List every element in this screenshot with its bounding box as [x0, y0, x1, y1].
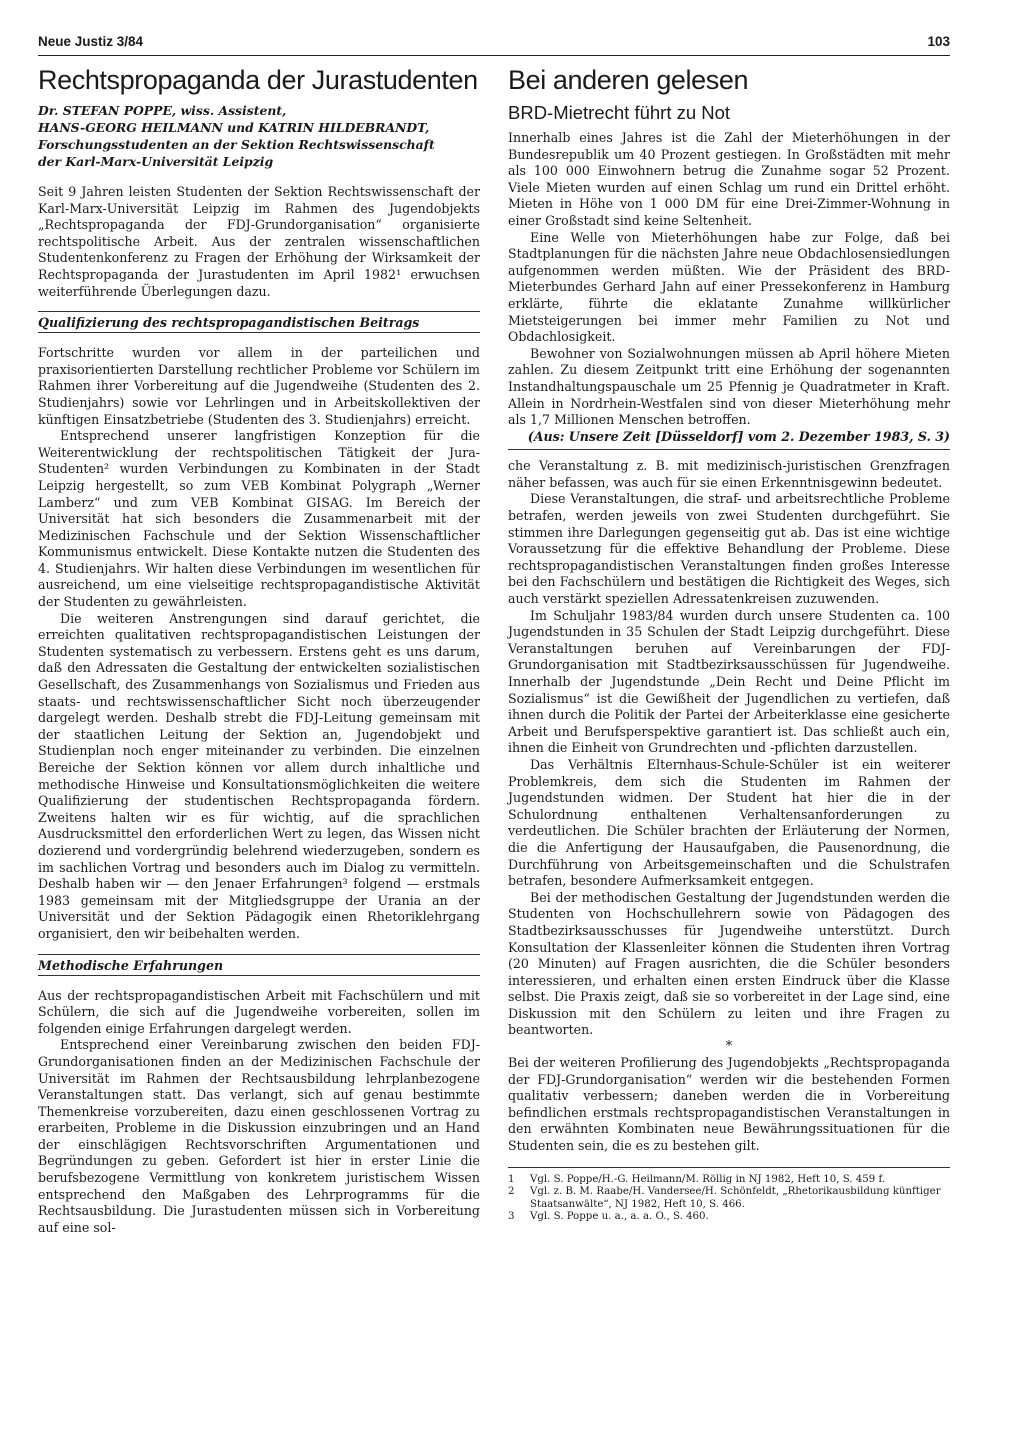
closing-paragraph: Bei der weiteren Profilierung des Jugendobjekts „Rechtspropaganda der FDJ-Grundorganisation“ werden wir die bestehenden Formen qualitativ verbessern; daneben werden die in Vorbereitung befindlichen erstmals rechtspropagandistischen Veranstaltungen in den erwähnten Kombinaten neue Bewährungssituationen für die Studenten sein, die es zu bestehen gilt. — [508, 1055, 950, 1154]
journal-issue: Neue Justiz 3/84 — [38, 34, 144, 49]
author-line: HANS-GEORG HEILMANN und KATRIN HILDEBRANDT, — [38, 120, 430, 135]
paragraph: Entsprechend unserer langfristigen Konzeption für die Weiterentwicklung der rechtspolitischen Tätigkeit der Jura-Studenten² wurden Verbindungen zu Kombinaten in der Stadt Leipzig hergestellt, so zum VEB Kombinat Polygraph „Werner Lamberz“ und zum VEB Kombinat GISAG. Im Bereich der Universität hat sich besonders die Zusammenarbeit mit der Medizinischen Fachschule und der Sektion Wissenschaftlicher Kommunismus entwickelt. Diese Kontakte nutzen die Studenten des 4. Studienjahrs. Wir halten diese Verbindungen im wesentlichen für ausreichend, um eine vielseitige rechtspropagandistische Aktivität der Studenten zu gewährleisten. — [38, 428, 480, 610]
author-line: der Karl-Marx-Universität Leipzig — [38, 154, 274, 169]
box-source: (Aus: Unsere Zeit [Düsseldorf] vom 2. Dezember 1983, S. 3) — [527, 428, 950, 444]
footnote-text: Vgl. S. Poppe u. a., a. a. O., S. 460. — [530, 1211, 709, 1223]
section-heading: Qualifizierung des rechtspropagandistischen Beitrags — [38, 311, 480, 333]
paragraph: Entsprechend einer Vereinbarung zwischen den beiden FDJ-Grundorganisationen finden an der Medizinischen Fachschule der Universität im Rahmen der Rechtsausbildung lehrplanbezogene Veranstaltungen statt. Das verlangt, sich auf genau bestimmte Themenkreise vorzubereiten, dazu einen geschlossenen Vortrag zu erarbeiten, Probleme in die Diskussion einzubringen und an Hand der einschlägigen Rechtsvorschriften Argumentationen und Begründungen zu geben. Gefordert ist hier in erster Linie die berufsbezogene Vermittlung von konkretem juristischem Wissen entsprechend den Maßgaben des Lehrprogramms für die Rechtsausbildung. Die Jurastudenten müssen sich in Vorbereitung auf eine sol- — [38, 1037, 480, 1235]
paragraph: Fortschritte wurden vor allem in der parteilichen und praxisorientierten Darstellung rechtlicher Probleme vor Schülern im Rahmen ihrer Vorbereitung auf die Jugendweihe (Studenten des 2. Studienjahrs) sowie vor Lehrlingen und in Arbeitskollektiven der künftigen Einsatzbetriebe (Studenten des 3. Studienjahrs) erreicht. — [38, 345, 480, 427]
footnote — [508, 1174, 950, 1187]
paragraph: Bewohner von Sozialwohnungen müssen ab April höhere Mieten zahlen. Zu diesem Zeitpunkt tritt eine Erhöhung der sogenannten Instandhaltungspauschale um 25 Pfennig je Quadratmeter in Kraft. Allein in Nordrhein-Westfalen sind von dieser Mieterhöhung mehr als 1,7 Millionen Menschen betroffen. — [508, 345, 950, 428]
footnotes — [508, 1167, 950, 1224]
paragraph: Die weiteren Anstrengungen sind darauf gerichtet, die erreichten qualitativen rechtspropagandistischen Leistungen der Studenten systematisch zu verbessern. Erstens geht es uns darum, daß den Adressaten die Gestaltung der entwickelten sozialistischen Gesellschaft, des Zusammenhangs von Sozialismus und Frieden aus staats- und rechtswissenschaftlicher Sicht noch überzeugender dargelegt werden. Deshalb strebt die FDJ-Leitung gemeinsam mit der staatlichen Leitung der Sektion an, Jugendobjekt und Studienplan noch enger miteinander zu verbinden. Die einzelnen Bereiche der Sektion können vor allem durch inhaltliche und methodische Hinweise und Konsultationsmöglichkeiten die weitere Qualifizierung der studentischen Rechtspropaganda fördern. Zweitens halten wir es für wichtig, auf die sprachlichen Ausdrucksmittel den erforderlichen Wert zu legen, das Wissen nicht dozierend und vordergründig belehrend wiederzugeben, sondern es im sachlichen Vortrag und besonders auch im Dialog zu vermitteln. Deshalb haben wir — den Jenaer Erfahrungen³ folgend — erstmals 1983 gemeinsam mit der Mitgliedsgruppe der Urania an der Universität und der Sektion Pädagogik einen Rhetoriklehrgang organisiert, den wir beibehalten werden. — [38, 610, 480, 941]
paragraph: Das Verhältnis Elternhaus-Schule-Schüler ist ein weiterer Problemkreis, dem sich die Studenten im Rahmen der Jugendstunden widmen. Der Student hat hier die in der Schulordnung enthaltenen Verhaltensanforderungen zu verdeutlichen. Die Schüler brachten der Erläuterung der Normen, die die Anfertigung der Hausaufgaben, die Pausenordnung, die Durchführung von Arbeitsgemeinschaften und die Schulstrafen betrafen, besondere Aufmerksamkeit entgegen. — [508, 756, 950, 889]
left-column — [38, 60, 480, 1236]
running-head — [38, 34, 950, 56]
footnote-number: 3 — [508, 1211, 515, 1223]
column-title: Bei anderen gelesen — [508, 65, 749, 95]
paragraph: Diese Veranstaltungen, die straf- und arbeitsrechtliche Probleme betrafen, werden jeweils von zwei Studenten durchgeführt. Sie stimmen ihre Darlegungen gegenseitig gut ab. Das ist eine wichtige Voraussetzung für die effektive Behandlung der Probleme. Diese rechtspropagandistischen Veranstaltungen finden großes Interesse bei den Fachschülern und bestätigen die Richtigkeit des Weges, sich auch verstärkt speziellen Adressatenkreisen zuzuwenden. — [508, 491, 950, 607]
paragraph: che Veranstaltung z. B. mit medizinisch-juristischen Grenzfragen näher befassen, was auch für sie einen Erkenntnisgewinn bedeutet. — [508, 458, 950, 490]
right-column — [508, 60, 950, 1236]
footnote-number: 1 — [508, 1173, 515, 1185]
footnote-text: Vgl. z. B. M. Raabe/H. Vandersee/H. Schönfeldt, „Rhetorikausbildung künftiger Staatsanwälte“, NJ 1982, Heft 10, S. 466. — [530, 1186, 941, 1210]
paragraph: Im Schuljahr 1983/84 wurden durch unsere Studenten ca. 100 Jugendstunden in 35 Schulen der Stadt Leipzig durchgeführt. Diese Veranstaltungen beruhen auf Vereinbarungen der FDJ-Grundorganisation mit Stadtbezirksausschüssen für Jugendweihe. Innerhalb der Jugendstunde „Dein Recht und Deine Pflicht im Sozialismus“ ist die Gewißheit der Jugendlichen zu vertiefen, daß ihnen durch die Politik der Partei der Arbeiterklasse eine gesicherte Arbeit und Berufsperspektive garantiert ist. Das schließt auch ein, ihnen die Einheit von Grundrechten und -pflichten darzustellen. — [508, 607, 950, 756]
two-column-body — [38, 60, 950, 1236]
footnote-number: 2 — [508, 1186, 515, 1198]
section-separator: * — [725, 1039, 733, 1055]
paragraph: Aus der rechtspropagandistischen Arbeit mit Fachschülern und mit Schülern, die sich auf die Jugendweihe vorbereiten, sollen im folgenden einige Erfahrungen dargelegt werden. — [38, 987, 480, 1036]
article-authors — [38, 102, 480, 170]
footnote-text: Vgl. S. Poppe/H.-G. Heilmann/M. Röllig in NJ 1982, Heft 10, S. 459 f. — [530, 1173, 886, 1185]
intro-paragraph: Seit 9 Jahren leisten Studenten der Sektion Rechtswissenschaft der Karl-Marx-Universität Leipzig im Rahmen des Jugendobjekts „Rechtspropaganda der FDJ-Grundorganisation“ organisierte rechtspolitische Arbeit. Aus der zentralen wissenschaftlichen Studentenkonferenz zu Fragen der Erhöhung der Wirksamkeit der Rechtspropaganda der Jurastudenten im April 1982¹ erwuchsen weiterführende Überlegungen dazu. — [38, 184, 480, 299]
section-heading: Methodische Erfahrungen — [38, 954, 480, 976]
footnote — [508, 1211, 950, 1224]
paragraph: Bei der methodischen Gestaltung der Jugendstunden werden die Studenten von Hochschullehrern sowie von Pädagogen des Stadtbezirksausschusses für Jugendweihe unterstützt. Durch Konsultation der Klassenleiter können die Studenten ihren Vortrag (20 Minuten) auf Fragen ausrichten, die die Schüler besonders interessieren, und erhalten einen ersten Eindruck über die Klasse selbst. Die Praxis zeigt, daß sie so vorbereitet in der Lage sind, eine Diskussion mit den Schülern zu leiten und ihre Fragen zu beantworten. — [508, 889, 950, 1038]
quoted-box — [508, 102, 950, 450]
footnote — [508, 1186, 950, 1211]
article-title: Rechtspropaganda der Jurastudenten — [38, 65, 478, 95]
box-title: BRD-Mietrecht führt zu Not — [508, 102, 731, 123]
paragraph: Eine Welle von Mieterhöhungen habe zur Folge, daß bei Stadtplanungen für die nächsten Jahre neue Obdachlosensiedlungen aufgenommen werden müßten. Wie der Präsident des BRD-Mieterbundes Gerhard Jahn auf einer Pressekonferenz in Hamburg erklärte, führte die eklatante Zunahme willkürlicher Mietsteigerungen bei immer mehr Familien zu Not und Obdachlosigkeit. — [508, 229, 950, 345]
author-line: Dr. STEFAN POPPE, wiss. Assistent, — [38, 103, 287, 118]
journal-page — [38, 34, 950, 1429]
page-number: 103 — [927, 34, 950, 49]
author-line: Forschungsstudenten an der Sektion Rechtswissenschaft — [38, 137, 435, 152]
paragraph: Innerhalb eines Jahres ist die Zahl der Mieterhöhungen in der Bundesrepublik um 40 Prozent gestiegen. In Großstädten mit mehr als 100 000 Einwohnern betrug die Zunahme sogar 52 Prozent. Viele Mieten wurden auf einen Schlag um rund ein Drittel erhöht. Mieten in Höhe von 1 000 DM für eine Drei-Zimmer-Wohnung in einer Großstadt sind keine Seltenheit. — [508, 130, 950, 228]
